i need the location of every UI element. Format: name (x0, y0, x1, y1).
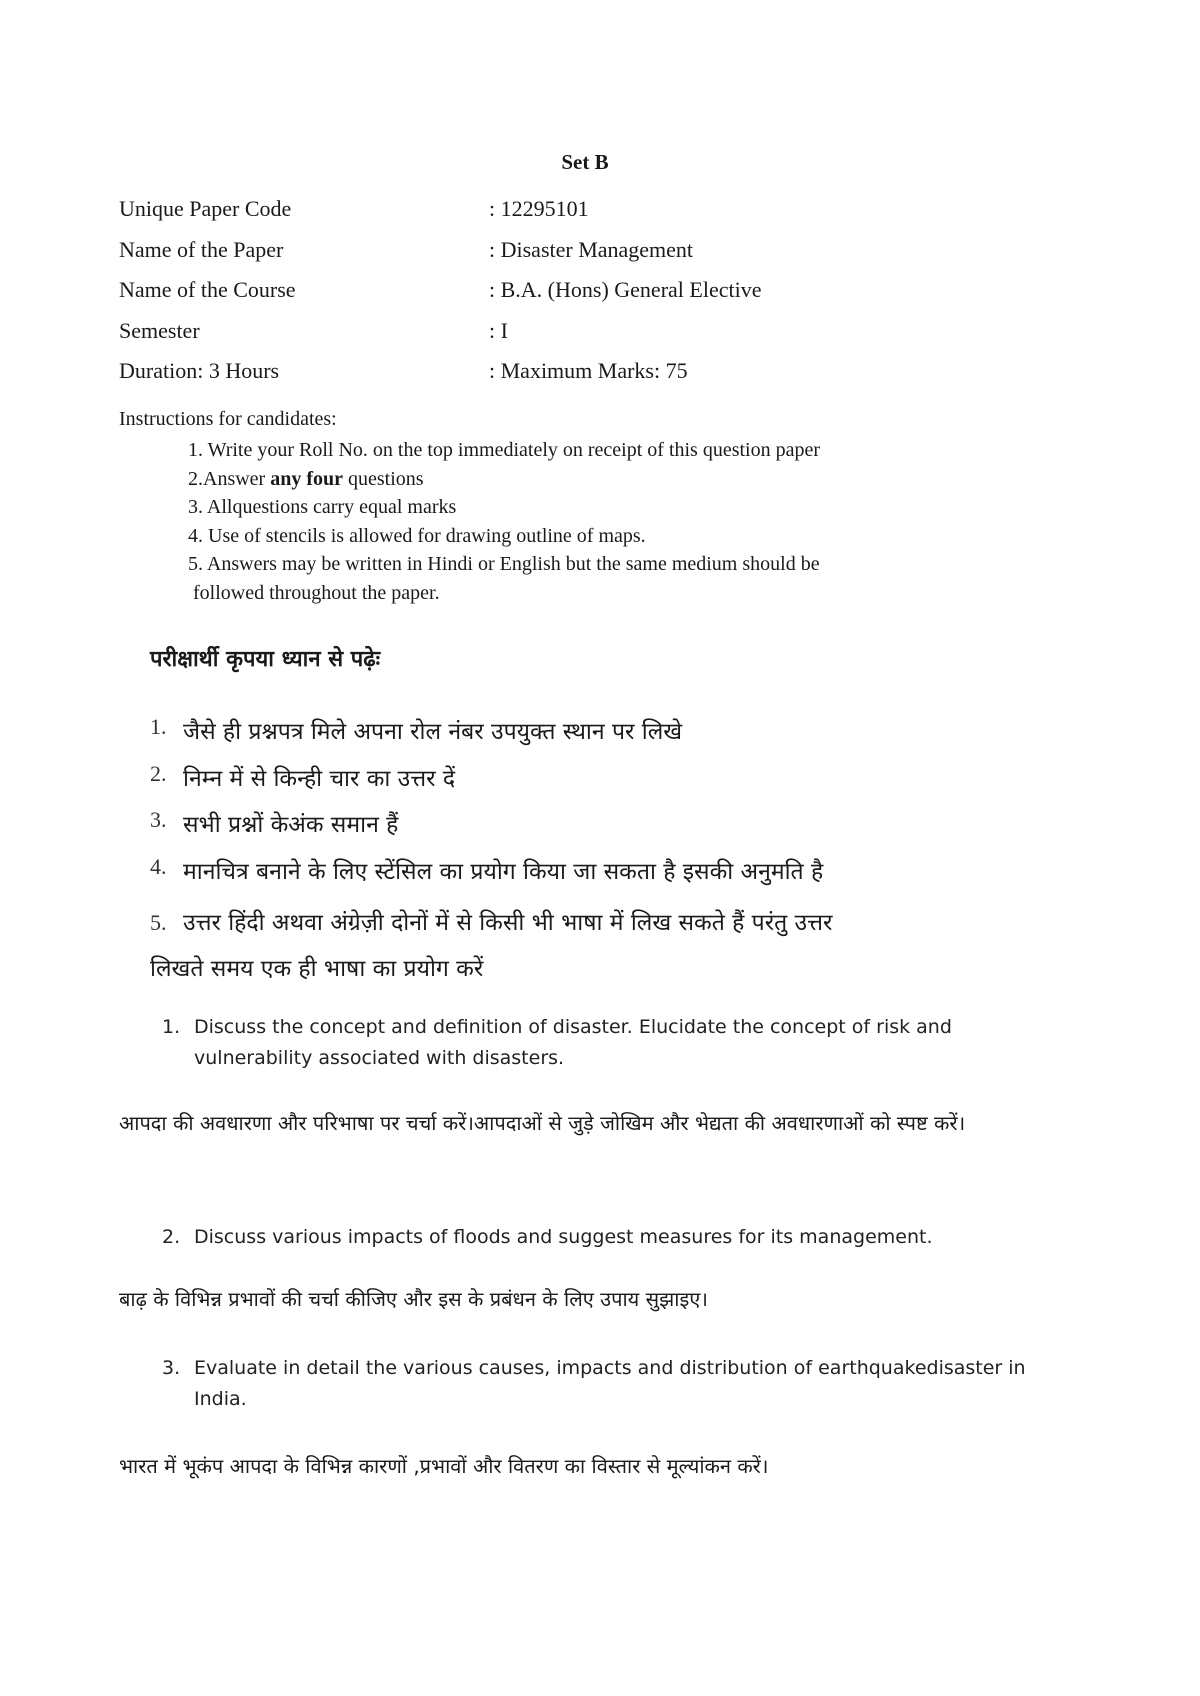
meta-label: Name of the Paper (119, 236, 284, 262)
meta-label: Name of the Course (119, 277, 296, 302)
question-text-english: Discuss various impacts of floods and suggest measures for its management. (194, 1226, 933, 1248)
hindi-instructions-heading: परीक्षार्थी कृपया ध्यान से पढ़ेः (150, 647, 381, 672)
question-2-hindi: बाढ़ के विभिन्न प्रभावों की चर्चा कीजिए और इस के प्रबंधन के लिए उपाय सुझाइए। (119, 1287, 708, 1311)
hindi-instruction-text: उत्तर हिंदी अथवा अंग्रेज़ी दोनों में से किसी भी भाषा में लिख सकते हैं परंतु उत्तर (183, 910, 833, 936)
meta-row (119, 237, 1019, 278)
instructions-list (188, 436, 988, 607)
instruction-text: questions (343, 467, 424, 490)
instruction-item: followed throughout the paper. (188, 581, 440, 604)
meta-value: : B.A. (Hons) General Elective (489, 277, 762, 302)
meta-row (119, 196, 1019, 237)
hindi-instruction-text: मानचित्र बनाने के लिए स्टेंसिल का प्रयोग किया जा सकता है इसकी अनुमति है (183, 858, 824, 885)
instruction-item (188, 465, 988, 494)
meta-value: : 12295101 (489, 196, 589, 221)
meta-row (119, 358, 1019, 399)
instruction-item: 4. Use of stencils is allowed for drawing outline of maps. (188, 524, 646, 547)
meta-row (119, 318, 1019, 359)
meta-value: : I (489, 317, 508, 343)
hindi-instruction-continuation: लिखते समय एक ही भाषा का प्रयोग करें (150, 956, 484, 982)
instruction-item: 3. Allquestions carry equal marks (188, 496, 457, 518)
meta-row (119, 277, 1019, 318)
question-3-hindi: भारत में भूकंप आपदा के विभिन्न कारणों ,प्रभावों और वितरण का विस्तार से मूल्यांकन करें। (119, 1454, 769, 1478)
meta-label: Unique Paper Code (119, 196, 292, 221)
question-1-hindi: आपदा की अवधारणा और परिभाषा पर चर्चा करें।आपदाओं से जुड़े जोखिम और भेद्यता की अवधारणाओं को स्पष्ट करें। (119, 1111, 966, 1135)
hindi-instruction-number: 3. (150, 807, 167, 832)
instruction-item: 5. Answers may be written in Hindi or English but the same medium should be (188, 553, 820, 575)
meta-value: : Disaster Management (489, 236, 694, 262)
hindi-instruction-item (150, 854, 1050, 901)
hindi-instruction-text: जैसे ही प्रश्नपत्र मिले अपना रोल नंबर उपयुक्त स्थान पर लिखे (183, 719, 683, 745)
hindi-instruction-number: 4. (150, 853, 167, 879)
hindi-instruction-text: निम्न में से किन्ही चार का उत्तर दें (183, 765, 456, 792)
meta-label: Duration: 3 Hours (119, 358, 280, 383)
instruction-text: 2.Answer (188, 467, 271, 490)
paper-meta (119, 196, 1019, 399)
hindi-instructions-list (150, 714, 1050, 992)
hindi-instruction-number: 1. (150, 714, 167, 739)
meta-label: Semester (119, 317, 200, 343)
instruction-item: 1. Write your Roll No. on the top immediately on receipt of this question paper (188, 439, 821, 461)
question-text-english: Discuss the concept and definition of disaster. Elucidate the concept of risk and vulnerability associated with disasters. (194, 1016, 952, 1069)
set-title: Set B (561, 150, 609, 174)
instruction-emphasis: any four (270, 467, 344, 490)
hindi-instruction-item (150, 807, 1050, 854)
hindi-instruction-number: 2. (150, 760, 167, 786)
question-text-english: Evaluate in detail the various causes, impacts and distribution of earthquakedisaster in India. (194, 1357, 1026, 1410)
instructions-heading: Instructions for candidates: (119, 408, 337, 430)
hindi-instruction-item (150, 761, 1050, 808)
question-3 (162, 1353, 1042, 1415)
question-number: 3. (162, 1357, 181, 1379)
question-2 (162, 1222, 1042, 1253)
hindi-instruction-item (150, 900, 1050, 992)
question-number: 1. (162, 1016, 181, 1038)
question-1 (162, 1012, 1042, 1074)
hindi-instruction-number: 5. (150, 910, 167, 935)
hindi-instruction-text: सभी प्रश्नों केअंक समान हैं (183, 812, 399, 838)
meta-value: : Maximum Marks: 75 (489, 358, 688, 383)
question-number: 2. (162, 1226, 181, 1248)
hindi-instruction-item (150, 714, 1050, 761)
